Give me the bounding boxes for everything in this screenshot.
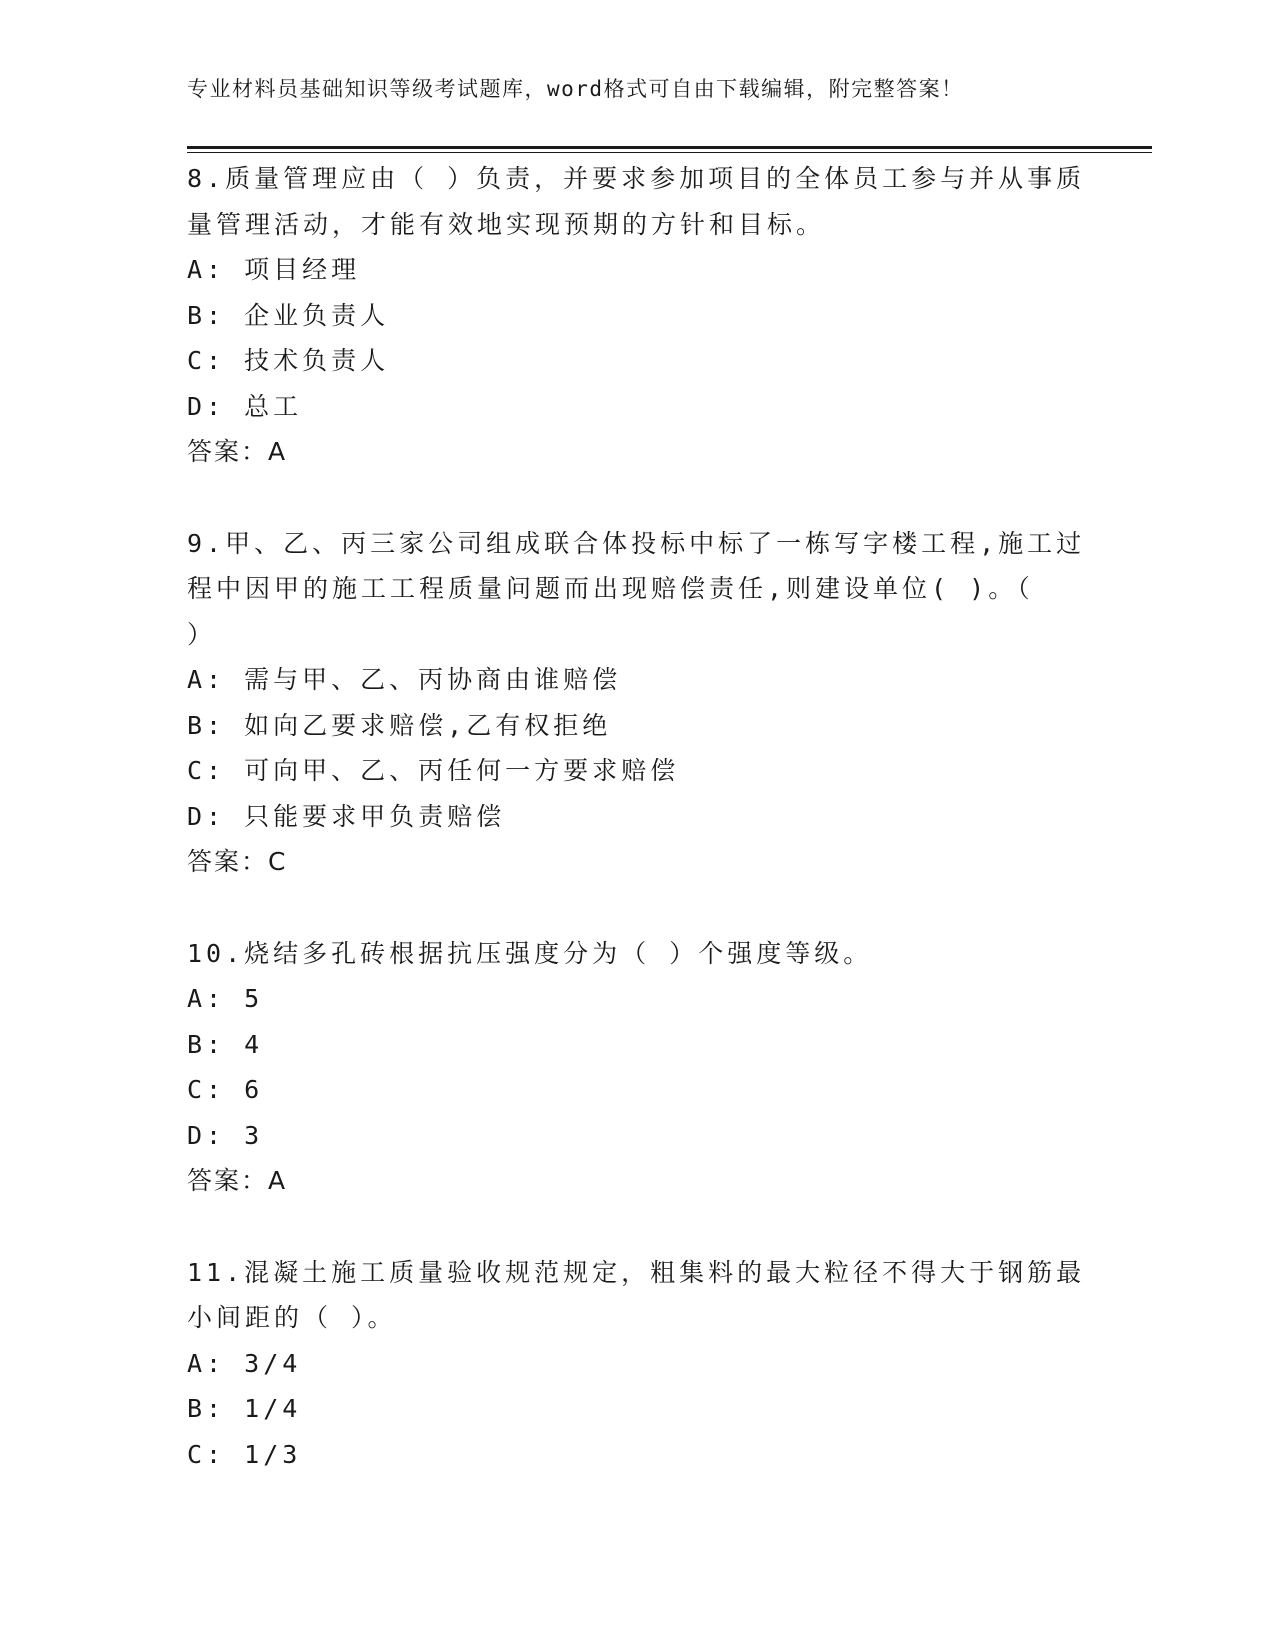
option-a: A: 需与甲、乙、丙协商由谁赔偿 bbox=[187, 665, 622, 694]
header-rule-thin bbox=[187, 152, 1152, 153]
option-d: D: 总工 bbox=[187, 391, 303, 421]
option-b: B: 如向乙要求赔偿,乙有权拒绝 bbox=[187, 710, 612, 740]
question-list bbox=[187, 156, 1087, 1523]
question-text-line: 9.甲、乙、丙三家公司组成联合体投标中标了一栋写字楼工程,施工过 bbox=[187, 528, 1086, 558]
header-rule-thick bbox=[187, 146, 1152, 149]
option-d: D: 只能要求甲负责赔偿 bbox=[187, 801, 506, 831]
option-a: A: 项目经理 bbox=[187, 255, 361, 284]
option-c: C: 技术负责人 bbox=[187, 346, 390, 375]
option-c: C: 6 bbox=[187, 1075, 264, 1104]
question-text-line: 程中因甲的施工工程质量问题而出现赔偿责任,则建设单位( )。（ bbox=[187, 574, 1034, 603]
option-c: C: 可向甲、乙、丙任何一方要求赔偿 bbox=[187, 756, 680, 785]
option-b: B: 企业负责人 bbox=[187, 300, 390, 330]
option-d: D: 3 bbox=[187, 1120, 264, 1150]
question-text-line: 10.烧结多孔砖根据抗压强度分为（ ）个强度等级。 bbox=[187, 938, 873, 968]
question-text-line: ） bbox=[187, 619, 217, 649]
document-header: 专业材料员基础知识等级考试题库，word格式可自由下载编辑，附完整答案！ bbox=[187, 77, 964, 101]
question-8 bbox=[187, 156, 1087, 475]
option-b: B: 1/4 bbox=[187, 1394, 302, 1423]
question-9 bbox=[187, 521, 1087, 885]
question-text-line: 11.混凝土施工质量验收规范规定，粗集料的最大粒径不得大于钢筋最 bbox=[187, 1257, 1086, 1287]
question-11 bbox=[187, 1250, 1087, 1478]
option-b: B: 4 bbox=[187, 1029, 264, 1059]
answer-key: 答案：A bbox=[187, 1166, 288, 1195]
question-10 bbox=[187, 931, 1087, 1204]
question-text-line: 小间距的（ ）。 bbox=[187, 1303, 397, 1332]
answer-key: 答案：A bbox=[187, 437, 288, 466]
option-c: C: 1/3 bbox=[187, 1439, 302, 1469]
option-a: A: 3/4 bbox=[187, 1348, 302, 1378]
answer-key: 答案：C bbox=[187, 847, 288, 876]
question-text-line: 8.质量管理应由（ ）负责，并要求参加项目的全体员工参与并从事质 bbox=[187, 164, 1086, 193]
option-a: A: 5 bbox=[187, 984, 264, 1013]
question-text-line: 量管理活动，才能有效地实现预期的方针和目标。 bbox=[187, 209, 826, 239]
